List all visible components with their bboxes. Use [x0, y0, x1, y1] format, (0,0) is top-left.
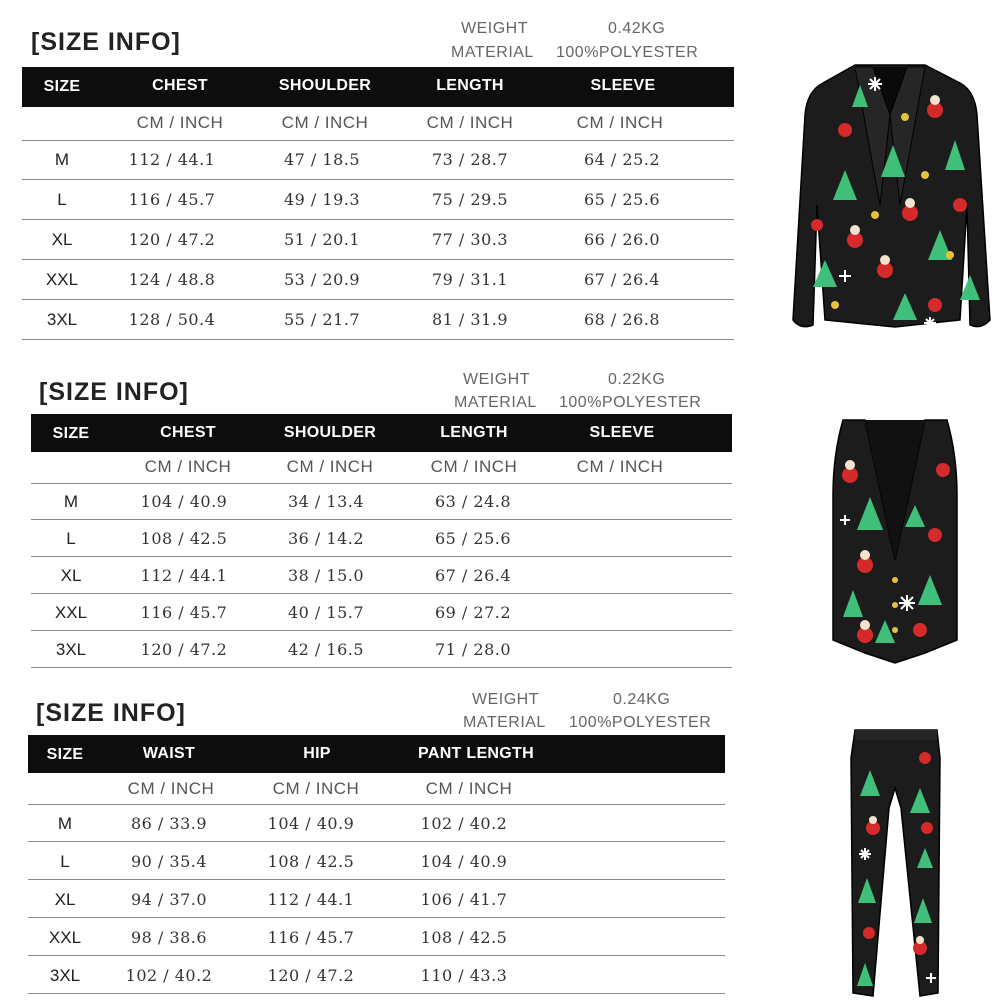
material-value: 100%POLYESTER — [556, 44, 699, 61]
measurement-cell: 108 / 42.5 — [267, 852, 355, 871]
measurement-cell: 120 / 47.2 — [140, 640, 228, 659]
header-chest: CHEST — [160, 424, 216, 441]
measurement-cell: 66 / 26.0 — [583, 230, 661, 249]
header-shoulder: SHOULDER — [278, 77, 372, 94]
measurement-cell: 42 / 16.5 — [287, 640, 365, 659]
size-cell: XL — [60, 566, 82, 585]
size-cell: M — [57, 814, 73, 833]
unit-sleeve: CM / INCH — [576, 113, 664, 132]
measurement-cell: 90 / 35.4 — [130, 852, 208, 871]
size-cell: L — [60, 852, 70, 871]
size-cell: M — [54, 150, 70, 169]
header-length: LENGTH — [440, 424, 508, 441]
table-header — [28, 735, 725, 773]
table-row — [28, 956, 725, 994]
measurement-cell: 124 / 48.8 — [128, 270, 216, 289]
size-cell: 3XL — [49, 966, 81, 985]
measurement-cell: 68 / 26.8 — [583, 310, 661, 329]
table-header — [22, 67, 734, 107]
measurement-cell: 108 / 42.5 — [140, 529, 228, 548]
table-row — [22, 300, 734, 340]
measurement-cell: 75 / 29.5 — [431, 190, 509, 209]
header-chest: CHEST — [152, 77, 208, 94]
table-row — [22, 180, 734, 220]
size-cell: XXL — [45, 270, 79, 289]
measurement-cell: 120 / 47.2 — [267, 966, 355, 985]
size-cell: XXL — [54, 603, 88, 622]
size-section-jacket — [0, 0, 760, 345]
table-row — [22, 260, 734, 300]
measurement-cell: 98 / 38.6 — [130, 928, 208, 947]
size-cell: XL — [51, 230, 73, 249]
unit-length: CM / INCH — [426, 113, 514, 132]
measurement-cell: 106 / 41.7 — [420, 890, 508, 909]
measurement-cell: 116 / 45.7 — [140, 603, 228, 622]
measurement-cell: 112 / 44.1 — [140, 566, 228, 585]
measurement-cell: 102 / 40.2 — [420, 814, 508, 833]
measurement-cell: 94 / 37.0 — [130, 890, 208, 909]
measurement-cell: 34 / 13.4 — [287, 492, 365, 511]
table-row — [31, 557, 732, 594]
measurement-cell: 67 / 26.4 — [583, 270, 661, 289]
unit-sleeve: CM / INCH — [576, 457, 664, 476]
measurement-cell: 64 / 25.2 — [583, 150, 661, 169]
measurement-cell: 77 / 30.3 — [431, 230, 509, 249]
weight-value: 0.24KG — [613, 691, 671, 708]
material-label: MATERIAL — [463, 714, 546, 731]
measurement-cell: 116 / 45.7 — [267, 928, 355, 947]
measurement-cell: 40 / 15.7 — [287, 603, 365, 622]
measurement-cell: 116 / 45.7 — [128, 190, 216, 209]
table-row — [28, 880, 725, 918]
measurement-cell: 104 / 40.9 — [267, 814, 355, 833]
measurement-cell: 69 / 27.2 — [434, 603, 512, 622]
measurement-cell: 86 / 33.9 — [130, 814, 208, 833]
unit-waist: CM / INCH — [127, 779, 215, 798]
units-row — [28, 773, 725, 805]
table-row — [28, 842, 725, 880]
header-sleeve: SLEEVE — [590, 77, 656, 94]
measurement-cell: 71 / 28.0 — [434, 640, 512, 659]
size-cell: 3XL — [55, 640, 87, 659]
measurement-cell: 112 / 44.1 — [267, 890, 355, 909]
size-cell: XXL — [48, 928, 82, 947]
material-value: 100%POLYESTER — [559, 394, 702, 411]
pants-illustration — [845, 728, 945, 998]
table-row — [31, 520, 732, 557]
weight-value: 0.22KG — [608, 371, 666, 388]
weight-label: WEIGHT — [472, 691, 539, 708]
measurement-cell: 47 / 18.5 — [283, 150, 361, 169]
measurement-cell: 110 / 43.3 — [420, 966, 508, 985]
measurement-cell: 67 / 26.4 — [434, 566, 512, 585]
header-hip: HIP — [303, 745, 331, 762]
table-row — [22, 220, 734, 260]
unit-shoulder: CM / INCH — [281, 113, 369, 132]
section-title: [SIZE INFO] — [39, 378, 189, 406]
measurement-cell: 65 / 25.6 — [434, 529, 512, 548]
header-length: LENGTH — [436, 77, 504, 94]
header-size: SIZE — [52, 425, 90, 442]
unit-chest: CM / INCH — [144, 457, 232, 476]
unit-length: CM / INCH — [430, 457, 518, 476]
header-shoulder: SHOULDER — [283, 424, 377, 441]
table-row — [31, 631, 732, 668]
weight-label: WEIGHT — [461, 20, 528, 37]
header-waist: WAIST — [142, 745, 196, 762]
measurement-cell: 79 / 31.1 — [431, 270, 509, 289]
material-label: MATERIAL — [451, 44, 534, 61]
measurement-cell: 63 / 24.8 — [434, 492, 512, 511]
measurement-cell: 108 / 42.5 — [420, 928, 508, 947]
units-row — [31, 452, 732, 484]
measurement-cell: 36 / 14.2 — [287, 529, 365, 548]
measurement-cell: 38 / 15.0 — [287, 566, 365, 585]
measurement-cell: 128 / 50.4 — [128, 310, 216, 329]
weight-value: 0.42KG — [608, 20, 666, 37]
measurement-cell: 55 / 21.7 — [283, 310, 361, 329]
measurement-cell: 65 / 25.6 — [583, 190, 661, 209]
measurement-cell: 104 / 40.9 — [140, 492, 228, 511]
units-row — [22, 107, 734, 141]
header-size: SIZE — [43, 78, 81, 95]
unit-hip: CM / INCH — [272, 779, 360, 798]
unit-shoulder: CM / INCH — [286, 457, 374, 476]
unit-chest: CM / INCH — [136, 113, 224, 132]
weight-label: WEIGHT — [463, 371, 530, 388]
vest-illustration — [825, 415, 965, 665]
table-row — [22, 140, 734, 180]
size-cell: XL — [54, 890, 76, 909]
table-row — [31, 483, 732, 520]
measurement-cell: 81 / 31.9 — [431, 310, 509, 329]
size-cell: 3XL — [46, 310, 78, 329]
unit-pant-length: CM / INCH — [425, 779, 513, 798]
measurement-cell: 49 / 19.3 — [283, 190, 361, 209]
table-header — [31, 414, 732, 452]
jacket-illustration — [785, 55, 995, 345]
measurement-cell: 120 / 47.2 — [128, 230, 216, 249]
header-size: SIZE — [46, 746, 84, 763]
measurement-cell: 51 / 20.1 — [283, 230, 361, 249]
size-cell: L — [57, 190, 67, 209]
size-cell: L — [66, 529, 76, 548]
measurement-cell: 102 / 40.2 — [125, 966, 213, 985]
measurement-cell: 112 / 44.1 — [128, 150, 216, 169]
size-cell: M — [63, 492, 79, 511]
measurement-cell: 104 / 40.9 — [420, 852, 508, 871]
section-title: [SIZE INFO] — [31, 28, 181, 56]
table-row — [31, 594, 732, 631]
header-pant-length: PANT LENGTH — [418, 745, 534, 762]
measurement-cell: 53 / 20.9 — [283, 270, 361, 289]
header-sleeve: SLEEVE — [589, 424, 655, 441]
measurement-cell: 73 / 28.7 — [431, 150, 509, 169]
section-title: [SIZE INFO] — [36, 699, 186, 727]
table-row — [28, 804, 725, 842]
material-value: 100%POLYESTER — [569, 714, 712, 731]
material-label: MATERIAL — [454, 394, 537, 411]
table-row — [28, 918, 725, 956]
